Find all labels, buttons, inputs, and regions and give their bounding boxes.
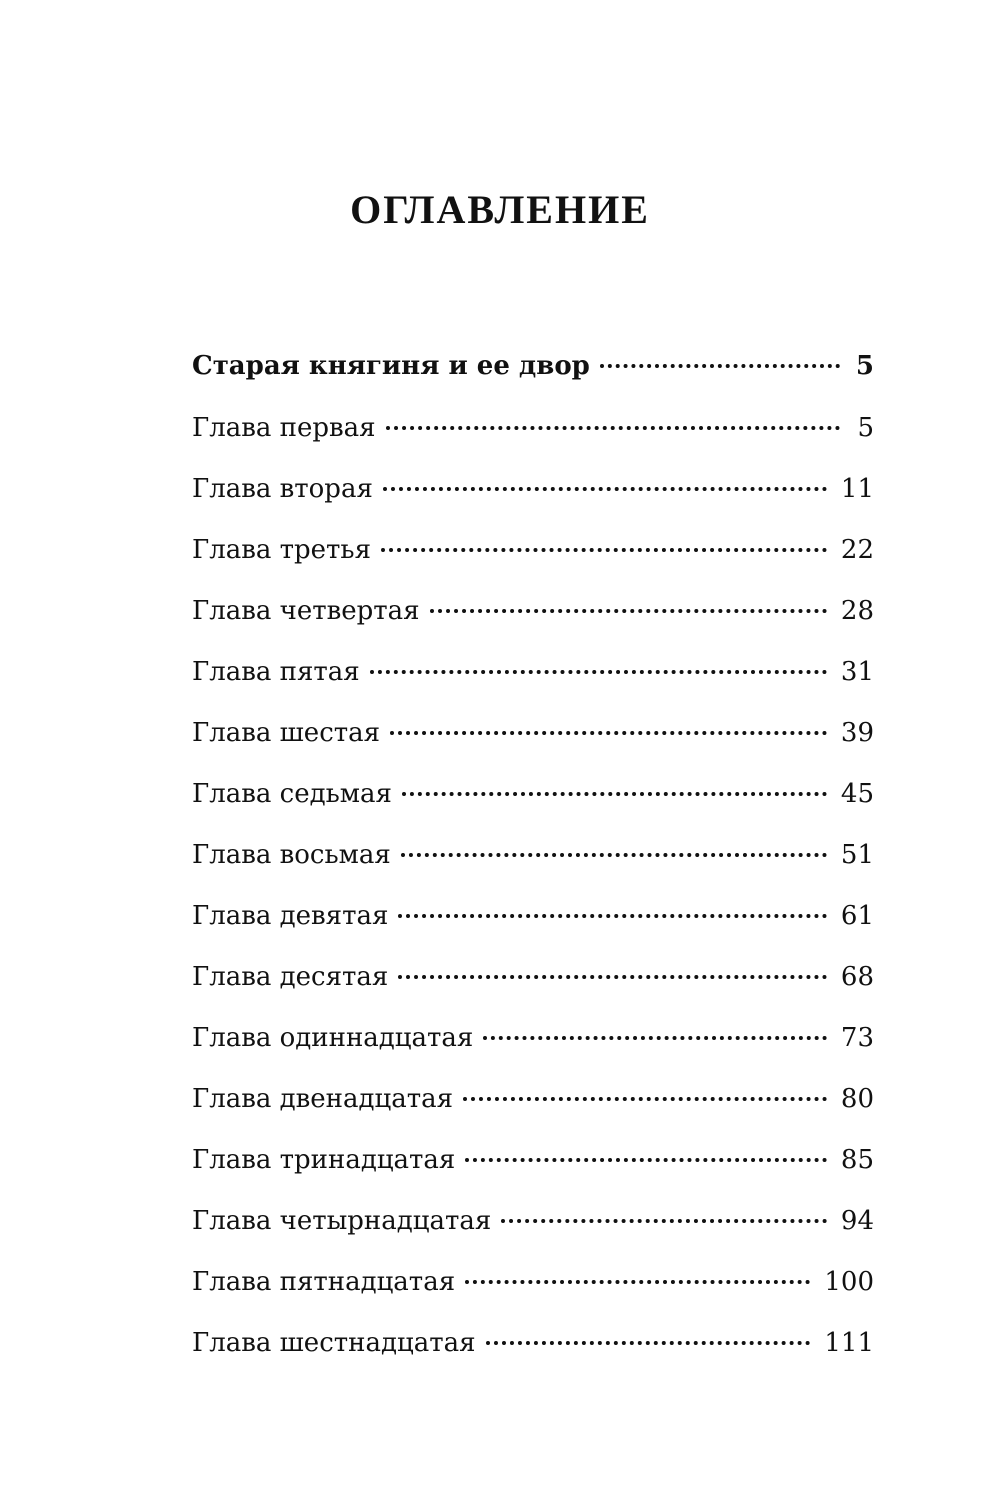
toc-entry-label: Глава одиннадцатая [192,1023,474,1053]
toc-entry-label: Глава пятая [192,657,360,687]
toc-entry-label: Глава третья [192,535,371,565]
dot-leader [398,914,827,918]
toc-page-number: 111 [824,1328,874,1358]
toc-page-number: 94 [840,1206,874,1236]
toc-page-number: 80 [840,1084,874,1114]
toc-entry-label: Глава двенадцатая [192,1084,454,1114]
toc-entry [192,398,874,459]
toc-entry [192,825,874,886]
toc-entry [192,1008,874,1069]
toc-entry [192,642,874,703]
toc-entry [192,1313,874,1374]
dot-leader [370,670,827,674]
toc-entry [192,1069,874,1130]
dot-leader [600,364,840,368]
toc-page-number: 5 [855,351,874,381]
toc-entry [192,520,874,581]
dot-leader [463,1097,827,1101]
toc-entry-label: Глава четвертая [192,596,420,626]
toc-entry-label: Глава четырнадцатая [192,1206,492,1236]
toc-entry-label: Глава десятая [192,962,389,992]
toc-entry-label: Старая княгиня и ее двор [192,351,590,381]
toc-entry [192,1130,874,1191]
dot-leader [483,1036,827,1040]
toc-entry-label: Глава вторая [192,474,373,504]
toc-entry [192,1191,874,1252]
dot-leader [465,1158,827,1162]
toc-entry-label: Глава девятая [192,901,389,931]
toc-entry-label: Глава шестнадцатая [192,1328,476,1358]
dot-leader [465,1280,810,1284]
toc-entry-label: Глава первая [192,413,376,443]
dot-leader [386,426,840,430]
toc-page-number: 51 [840,840,874,870]
toc-entry-label: Глава пятнадцатая [192,1267,456,1297]
toc-entry [192,1252,874,1313]
toc-page-number: 31 [840,657,874,687]
dot-leader [398,975,827,979]
toc-page-number: 39 [840,718,874,748]
toc-entry [192,703,874,764]
toc-entry [192,581,874,642]
toc-page-number: 85 [840,1145,874,1175]
toc-entry-label: Глава восьмая [192,840,391,870]
toc-entry-label: Глава седьмая [192,779,392,809]
toc-page-number: 28 [840,596,874,626]
toc-section-entry [192,336,874,398]
toc-entry [192,886,874,947]
table-of-contents [192,336,874,1374]
dot-leader [501,1219,827,1223]
toc-page-number: 11 [840,474,874,504]
dot-leader [381,548,827,552]
dot-leader [430,609,827,613]
toc-page-number: 22 [840,535,874,565]
toc-page-number: 73 [840,1023,874,1053]
page-title: ОГЛАВЛЕНИЕ [350,187,650,232]
toc-entry-label: Глава тринадцатая [192,1145,456,1175]
dot-leader [390,731,827,735]
toc-page-number: 45 [840,779,874,809]
toc-entry-label: Глава шестая [192,718,381,748]
dot-leader [401,853,827,857]
dot-leader [486,1341,811,1345]
toc-page-number: 5 [857,413,874,443]
toc-page-number: 100 [824,1267,874,1297]
toc-entry [192,764,874,825]
toc-page-number: 61 [840,901,874,931]
toc-entry [192,459,874,520]
toc-page-number: 68 [840,962,874,992]
dot-leader [383,487,827,491]
toc-entry [192,947,874,1008]
dot-leader [402,792,827,796]
